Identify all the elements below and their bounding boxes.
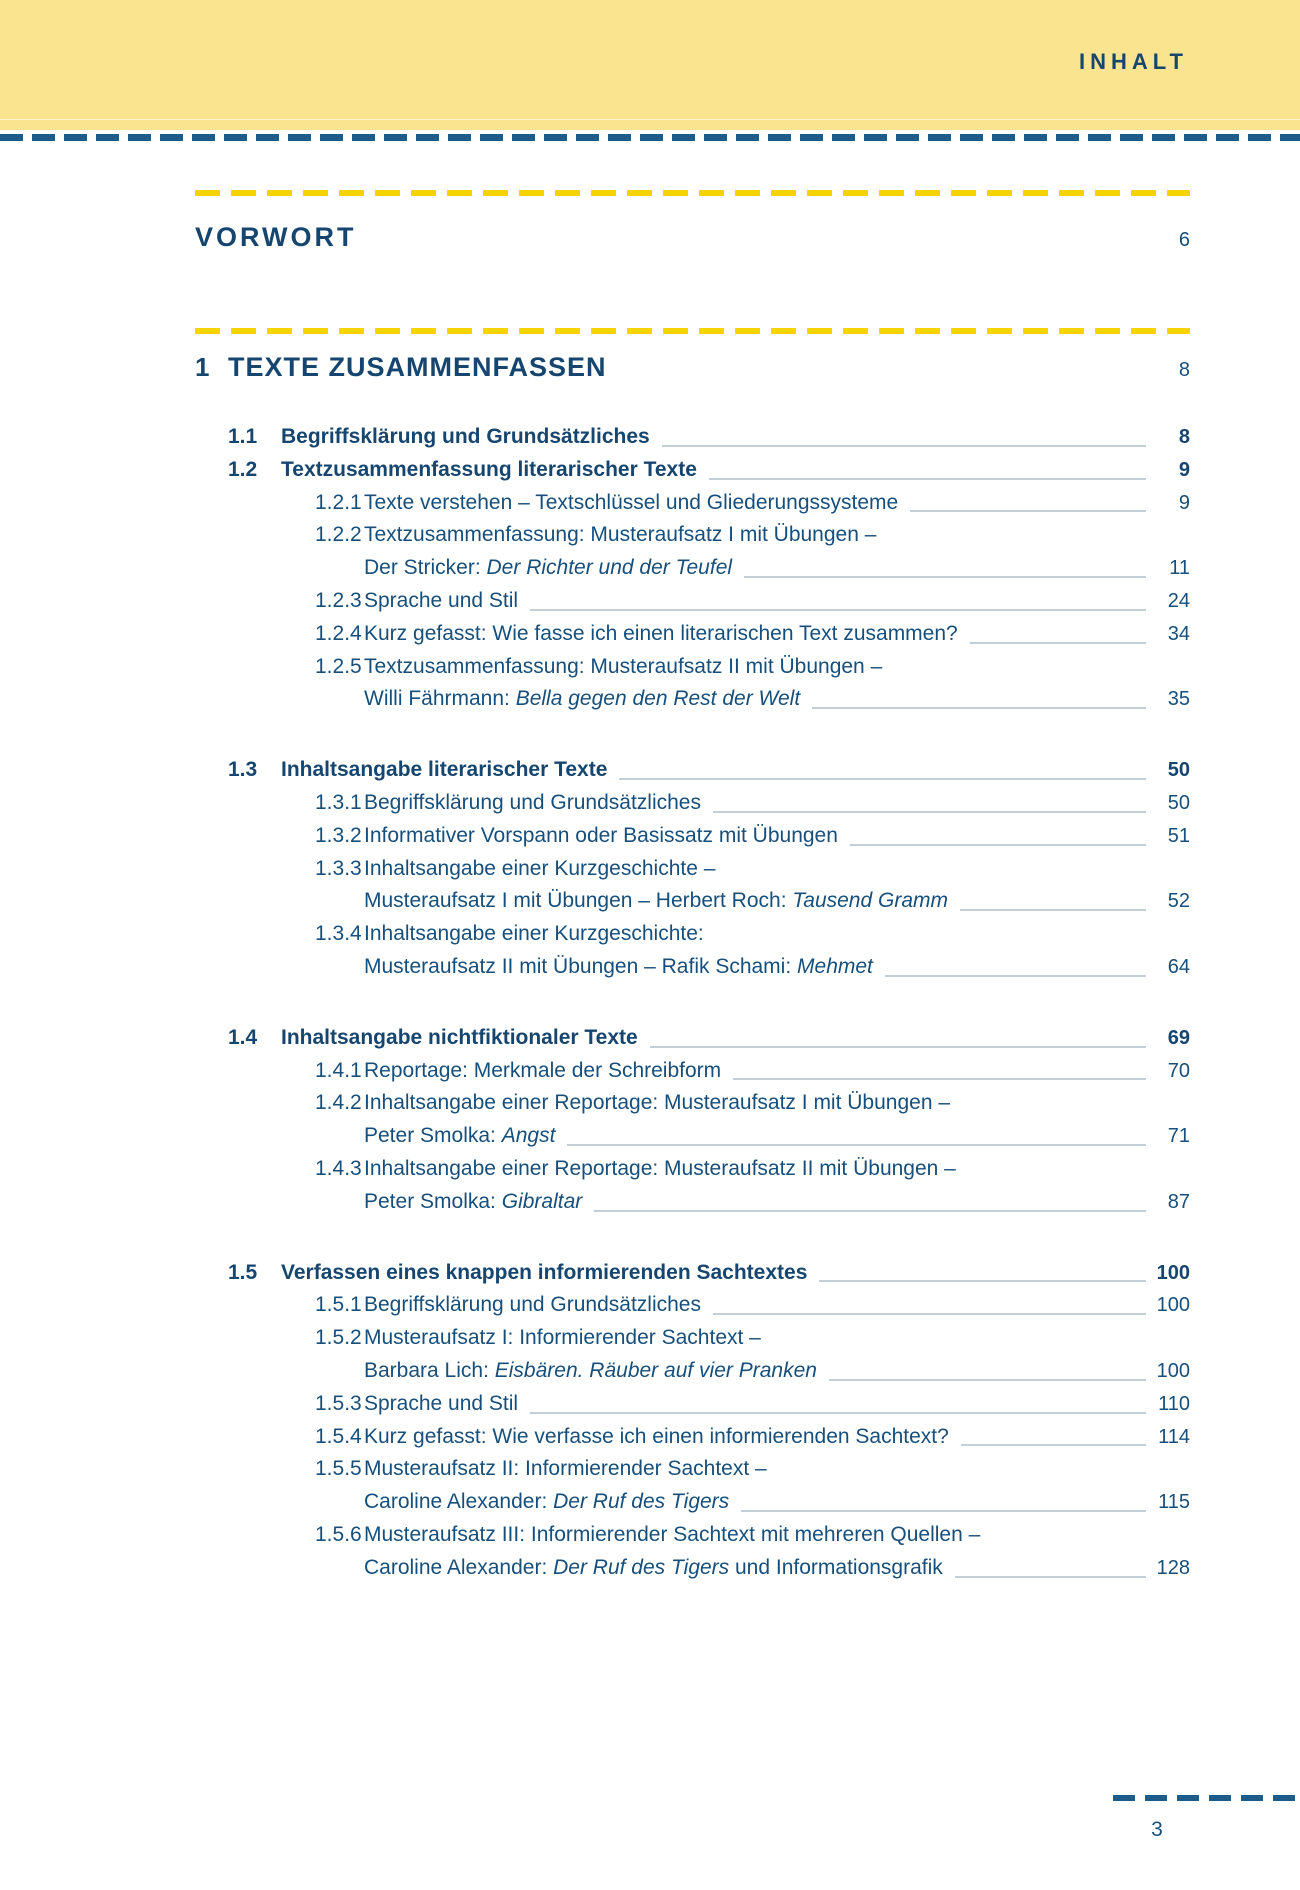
toc-entry-number: 1.5.3 — [315, 1391, 362, 1415]
toc-entry-page-number: 64 — [1167, 955, 1190, 978]
toc-entry-page-number: 69 — [1167, 1026, 1190, 1049]
toc-entry-page-number: 128 — [1156, 1556, 1190, 1579]
toc-entry-title — [364, 552, 732, 585]
toc-entry-title-text: Willi Fährmann: — [364, 687, 516, 711]
toc-entry-title — [364, 1153, 956, 1186]
toc-entry-title-text: Reportage: Merkmale der Schreibform — [364, 1058, 722, 1082]
toc-entry-title — [364, 1453, 767, 1486]
leader-line — [741, 1486, 1146, 1519]
toc-entry-number: 1.2.3 — [315, 588, 362, 612]
chapter-page-number: 8 — [1178, 359, 1190, 381]
toc-entry-title — [364, 683, 800, 716]
leader-line — [713, 787, 1146, 820]
toc-entry-number: 1.2.1 — [315, 490, 362, 514]
toc-entry-title-text: Verfassen eines knappen informierenden Sachtextes — [281, 1260, 808, 1284]
leader-line — [910, 487, 1146, 520]
leader-line — [829, 1355, 1146, 1388]
table-of-contents — [195, 421, 1190, 1585]
toc-group — [195, 1257, 1190, 1585]
toc-entry-title-text: Peter Smolka: — [364, 1124, 502, 1148]
toc-entry-title-text: Textzusammenfassung: Musteraufsatz II mit Übungen – — [364, 654, 883, 678]
toc-entry-title-text: Musteraufsatz II mit Übungen – Rafik Schami: — [364, 954, 798, 978]
toc-entry-number: 1.3.4 — [315, 922, 362, 946]
toc-entry-page-number: 9 — [1178, 491, 1190, 514]
toc-entry-title-text: Begriffsklärung und Grundsätzliches — [364, 1293, 701, 1317]
toc-entry-title — [364, 1388, 518, 1421]
leader-line — [885, 951, 1146, 984]
toc-entry-title-italic: Angst — [501, 1124, 556, 1148]
toc-entry-page-number: 87 — [1167, 1190, 1190, 1213]
toc-entry-title-text: Caroline Alexander: — [364, 1555, 554, 1579]
toc-entry-title — [364, 1421, 949, 1454]
toc-entry-title — [364, 1552, 943, 1585]
toc-entry-title — [364, 585, 518, 618]
toc-entry-line — [195, 885, 1190, 918]
toc-entry-title — [364, 787, 701, 820]
toc-entry-title-text: Inhaltsangabe einer Reportage: Musteraufsatz I mit Übungen – — [364, 1091, 951, 1115]
toc-entry-title-text: Peter Smolka: — [364, 1189, 502, 1213]
toc-entry-line — [195, 618, 1190, 651]
leader-line — [733, 1055, 1146, 1088]
vorwort-page-number: 6 — [1178, 229, 1190, 251]
toc-entry-line — [195, 1257, 1190, 1290]
toc-entry-page-number: 100 — [1156, 1261, 1190, 1284]
toc-entry-line — [195, 1289, 1190, 1322]
toc-entry-title-text: Musteraufsatz I: Informierender Sachtext – — [364, 1326, 761, 1350]
toc-entry-number: 1.5.4 — [315, 1424, 362, 1448]
toc-entry-number: 1.2.2 — [315, 523, 362, 547]
toc-entry-title — [364, 651, 882, 684]
toc-entry-title-text: Inhaltsangabe einer Reportage: Musteraufsatz II mit Übungen – — [364, 1156, 956, 1180]
page-header-title: INHALT — [1078, 49, 1188, 74]
toc-entry-title-text: Inhaltsangabe literarischer Texte — [281, 758, 608, 782]
toc-entry-title — [281, 1257, 807, 1290]
toc-entry-number: 1.5.6 — [315, 1522, 362, 1546]
toc-entry-number: 1.3.1 — [315, 790, 362, 814]
toc-entry-title — [364, 951, 873, 984]
toc-entry-line — [195, 1120, 1190, 1153]
toc-entry-number: 1.2.5 — [315, 654, 362, 678]
toc-entry-number: 1.5 — [228, 1260, 258, 1284]
toc-entry-line — [195, 1022, 1190, 1055]
toc-entry-title-text: Inhaltsangabe einer Kurzgeschichte – — [364, 856, 716, 880]
leader-line — [713, 1289, 1146, 1322]
toc-entry-line — [195, 1355, 1190, 1388]
toc-entry-page-number: 70 — [1167, 1059, 1190, 1082]
toc-entry-title-text: Der Stricker: — [364, 556, 487, 580]
toc-entry-page-number: 110 — [1158, 1392, 1190, 1415]
toc-entry-title-text: Kurz gefasst: Wie fasse ich einen literarischen Text zusammen? — [364, 621, 958, 645]
leader-line — [650, 1022, 1146, 1055]
toc-entry-title — [364, 885, 948, 918]
toc-entry-number: 1.3.3 — [315, 856, 362, 880]
chapter-dashed-rule — [195, 328, 1190, 334]
toc-entry-title-italic: Der Ruf des Tigers — [553, 1555, 730, 1579]
leader-line — [530, 1388, 1146, 1421]
toc-entry-title-text: Barbara Lich: — [364, 1358, 495, 1382]
toc-entry-page-number: 71 — [1167, 1125, 1190, 1148]
toc-entry-page-number: 11 — [1169, 557, 1190, 580]
toc-entry-page-number: 35 — [1167, 688, 1190, 711]
toc-entry-title-text: Textzusammenfassung: Musteraufsatz I mit Übungen – — [364, 523, 877, 547]
leader-line — [970, 618, 1146, 651]
toc-entry-title-text: Begriffsklärung und Grundsätzliches — [281, 425, 650, 448]
toc-entry-page-number: 9 — [1178, 458, 1190, 481]
toc-group — [195, 754, 1190, 984]
toc-entry-title-italic: Gibraltar — [501, 1189, 583, 1213]
toc-entry-page-number: 8 — [1178, 426, 1190, 448]
toc-entry-title-text: Musteraufsatz II: Informierender Sachtext – — [364, 1457, 767, 1481]
toc-entry-title-text: Textzusammenfassung literarischer Texte — [281, 457, 697, 481]
toc-entry-line — [195, 1552, 1190, 1585]
toc-entry-title — [364, 618, 958, 651]
toc-entry-line — [195, 820, 1190, 853]
toc-entry-title — [281, 1022, 638, 1055]
vorwort-row — [195, 222, 1190, 253]
toc-entry-number: 1.3.2 — [315, 823, 362, 847]
toc-entry-title-text: Begriffsklärung und Grundsätzliches — [364, 790, 701, 814]
toc-entry-title-italic: Der Ruf des Tigers — [553, 1490, 730, 1514]
toc-entry-title — [281, 421, 650, 454]
toc-entry-line — [195, 1519, 1190, 1552]
leader-line — [567, 1120, 1146, 1153]
toc-entry-line — [195, 585, 1190, 618]
toc-entry-line — [195, 754, 1190, 787]
toc-entry-number: 1.2.4 — [315, 621, 362, 645]
toc-entry-line — [195, 853, 1190, 886]
toc-entry-title — [364, 1120, 555, 1153]
toc-entry-page-number: 100 — [1156, 1294, 1190, 1317]
leader-line — [744, 552, 1146, 585]
toc-entry-line — [195, 651, 1190, 684]
toc-entry-title — [364, 1322, 761, 1355]
toc-entry-page-number: 50 — [1167, 759, 1190, 782]
toc-entry-page-number: 50 — [1167, 791, 1190, 814]
toc-group — [195, 1022, 1190, 1219]
toc-entry-title — [364, 1186, 582, 1219]
toc-entry-title — [364, 487, 898, 520]
toc-entry-line — [195, 1055, 1190, 1088]
leader-line — [819, 1257, 1146, 1290]
leader-line — [850, 820, 1146, 853]
toc-entry-number: 1.4 — [228, 1025, 258, 1049]
toc-entry-number: 1.3 — [228, 758, 258, 782]
toc-entry-title — [364, 1519, 980, 1552]
toc-entry-page-number: 100 — [1156, 1359, 1190, 1382]
toc-entry-title — [364, 1087, 950, 1120]
leader-line — [594, 1186, 1146, 1219]
toc-entry-page-number: 34 — [1167, 622, 1190, 645]
toc-entry-title-text: Sprache und Stil — [364, 1391, 519, 1415]
toc-entry-line — [195, 454, 1190, 487]
leader-line — [530, 585, 1146, 618]
leader-line — [961, 1421, 1146, 1454]
toc-entry-title-italic: Eisbären. Räuber auf vier Pranken — [494, 1358, 817, 1382]
toc-entry-number: 1.2 — [228, 457, 258, 481]
header-dashed-rule — [0, 134, 1300, 141]
toc-entry-number: 1.4.3 — [315, 1156, 362, 1180]
toc-entry-number: 1.1 — [228, 425, 258, 448]
toc-group — [195, 421, 1190, 716]
toc-entry-title-text: Musteraufsatz I mit Übungen – Herbert Roch: — [364, 889, 793, 913]
toc-entry-title — [364, 1355, 817, 1388]
toc-entry-line — [195, 918, 1190, 951]
toc-entry-page-number: 52 — [1167, 890, 1190, 913]
toc-entry-line — [195, 1421, 1190, 1454]
toc-entry-line — [195, 1186, 1190, 1219]
toc-entry-title-text: Inhaltsangabe nichtfiktionaler Texte — [281, 1025, 638, 1049]
toc-entry-page-number: 24 — [1167, 589, 1190, 612]
toc-entry-number: 1.5.2 — [315, 1326, 362, 1350]
toc-entry-page-number: 51 — [1167, 824, 1190, 847]
toc-entry-title — [364, 1486, 729, 1519]
leader-line — [960, 885, 1146, 918]
footer-dashed-rule — [1113, 1795, 1300, 1801]
leader-line — [955, 1552, 1146, 1585]
toc-entry-page-number: 114 — [1158, 1425, 1190, 1448]
toc-entry-line — [195, 951, 1190, 984]
toc-entry-title — [364, 820, 838, 853]
toc-entry-title — [364, 918, 704, 951]
toc-entry-title-italic: Mehmet — [797, 954, 873, 978]
leader-line — [619, 754, 1146, 787]
toc-entry-title — [364, 853, 715, 886]
toc-entry-line — [195, 683, 1190, 716]
vorwort-title: VORWORT — [195, 222, 357, 252]
toc-entry-number: 1.5.1 — [315, 1293, 362, 1317]
toc-entry-line — [195, 487, 1190, 520]
toc-entry-line — [195, 1453, 1190, 1486]
vorwort-dashed-rule — [195, 190, 1190, 196]
toc-entry-line — [195, 1153, 1190, 1186]
toc-entry-title — [364, 1289, 701, 1322]
toc-entry-number: 1.5.5 — [315, 1457, 362, 1481]
chapter-number: 1 — [195, 352, 210, 382]
toc-entry-title — [364, 1055, 721, 1088]
toc-entry-line — [195, 552, 1190, 585]
toc-entry-number: 1.4.2 — [315, 1091, 362, 1115]
toc-entry-title-italic: Bella gegen den Rest der Welt — [515, 687, 801, 711]
toc-entry-line — [195, 1486, 1190, 1519]
toc-entry-line — [195, 1087, 1190, 1120]
toc-entry-line — [195, 787, 1190, 820]
toc-entry-title-italic: Der Richter und der Teufel — [486, 556, 733, 580]
toc-entry-title-text: Sprache und Stil — [364, 588, 519, 612]
toc-entry-title — [281, 754, 607, 787]
toc-entry-title-text: Musteraufsatz III: Informierender Sachtext mit mehreren Quellen – — [364, 1522, 981, 1546]
toc-entry-line — [195, 1388, 1190, 1421]
toc-entry-title — [281, 454, 697, 487]
chapter-heading-row — [195, 352, 1190, 383]
toc-entry-title-text: Informativer Vorspann oder Basissatz mit Übungen — [364, 823, 838, 847]
toc-content — [195, 190, 1190, 1585]
header-band — [0, 0, 1300, 130]
leader-line — [709, 454, 1146, 487]
toc-entry-title-text: Kurz gefasst: Wie verfasse ich einen informierenden Sachtext? — [364, 1424, 949, 1448]
toc-entry-page-number: 115 — [1158, 1491, 1190, 1514]
toc-entry-line — [195, 519, 1190, 552]
toc-entry-title-text: Inhaltsangabe einer Kurzgeschichte: — [364, 922, 704, 946]
toc-entry-line — [195, 1322, 1190, 1355]
toc-entry-title-italic: Tausend Gramm — [792, 889, 948, 913]
leader-line — [662, 421, 1146, 454]
toc-entry-title — [364, 519, 876, 552]
toc-entry-line — [195, 421, 1190, 454]
toc-entry-title-text: Caroline Alexander: — [364, 1490, 554, 1514]
toc-entry-title-text: und Informationsgrafik — [729, 1555, 943, 1579]
toc-entry-title-text: Texte verstehen – Textschlüssel und Gliederungssysteme — [364, 490, 899, 514]
toc-entry-number: 1.4.1 — [315, 1058, 362, 1082]
leader-line — [812, 683, 1146, 716]
footer-page-number: 3 — [1151, 1818, 1163, 1841]
chapter-title: TEXTE ZUSAMMENFASSEN — [228, 352, 607, 382]
